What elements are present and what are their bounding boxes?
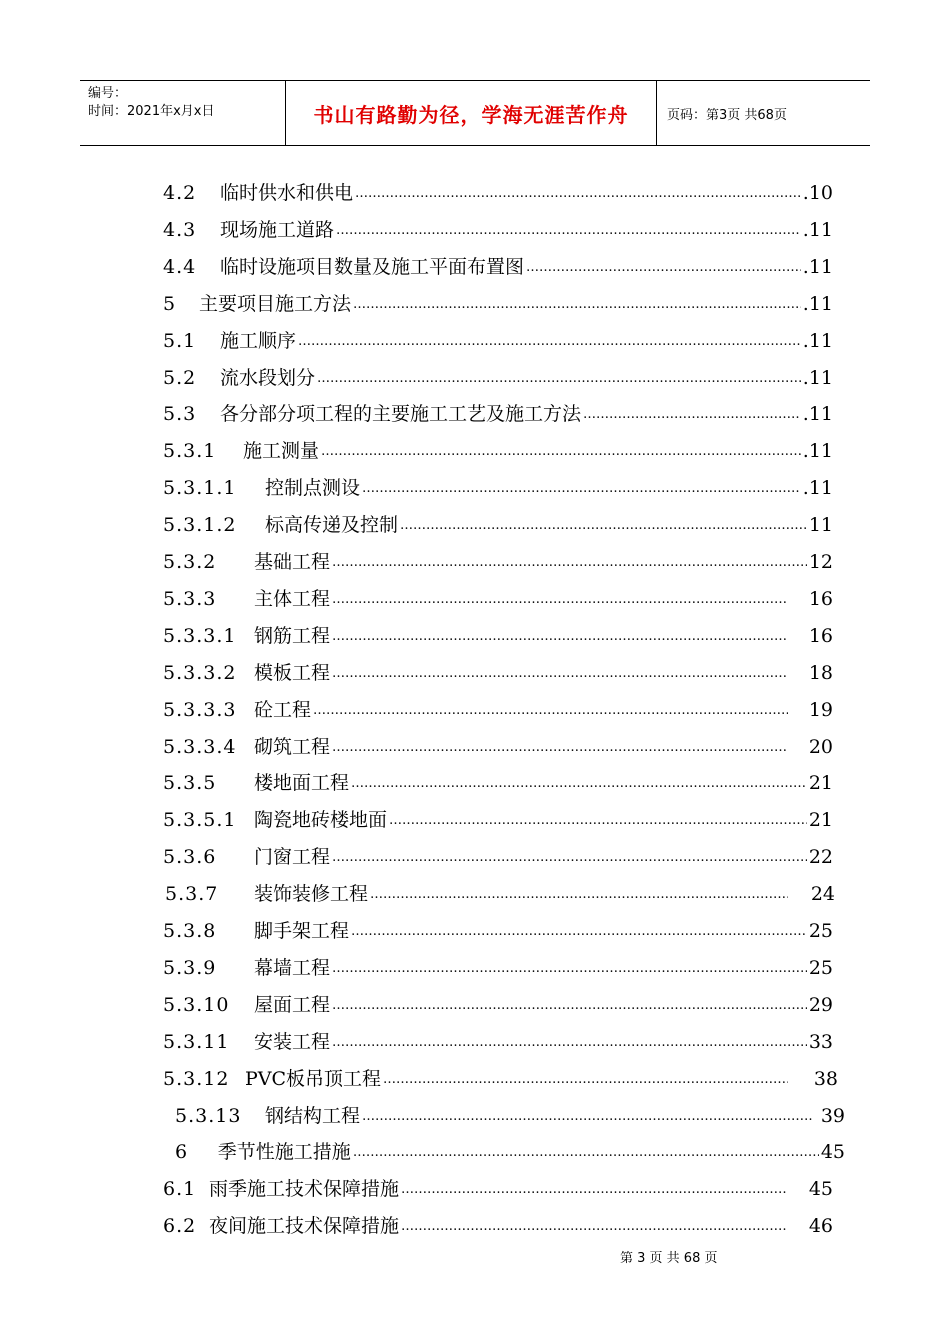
toc-entry-number: 5.3.11: [163, 1030, 230, 1053]
toc-entry-title: 施工顺序: [220, 329, 297, 352]
toc-entry-number: 5.3.9: [163, 956, 217, 979]
toc-entry-title: 主体工程: [254, 587, 331, 610]
header-page-info: 页码：第3页 共68页: [667, 107, 787, 123]
toc-entry-title: 临时设施项目数量及施工平面布置图: [220, 255, 525, 278]
toc-entry[interactable]: [163, 584, 833, 614]
toc-entry[interactable]: [175, 1101, 845, 1131]
toc-entry-number: 5.3.6: [163, 846, 217, 869]
toc-entry-page: 25: [808, 920, 833, 942]
toc-entry-title: 主要项目施工方法: [199, 292, 352, 315]
toc-entry-title: 陶瓷地砖楼地面: [254, 809, 388, 832]
toc-leader-dots: [401, 1212, 788, 1242]
toc-leader-dots: [336, 216, 801, 246]
toc-leader-dots: [332, 1028, 807, 1058]
toc-entry[interactable]: [163, 326, 833, 356]
toc-entry-page: 20: [808, 735, 833, 758]
toc-leader-dots: [526, 253, 801, 283]
toc-entry[interactable]: [163, 1064, 838, 1094]
toc-entry-number: 5.3.8: [163, 920, 217, 942]
toc-entry[interactable]: [163, 473, 833, 503]
toc-entry-number: 5: [163, 292, 177, 315]
toc-leader-dots: [313, 696, 788, 726]
toc-leader-dots: [332, 843, 807, 873]
toc-leader-dots: [400, 511, 807, 541]
toc-entry-page: 39: [820, 1104, 845, 1127]
document-date-label: 时间：2021年x月x日: [88, 104, 215, 119]
toc-entry[interactable]: [163, 289, 833, 319]
toc-entry[interactable]: [163, 732, 833, 762]
toc-entry[interactable]: [163, 1174, 833, 1204]
toc-entry-page: .11: [802, 366, 833, 389]
toc-leader-dots: [321, 437, 801, 467]
toc-entry-number: 5.3.3.4: [163, 735, 237, 758]
toc-entry-number: 5.3.1: [163, 440, 217, 463]
toc-entry-number: 5.3.1.1: [163, 477, 237, 500]
page-footer: 第 3 页 共 68 页: [620, 1251, 718, 1266]
toc-entry-title: 基础工程: [254, 551, 331, 573]
toc-entry-title: 现场施工道路: [220, 218, 335, 241]
toc-leader-dots: [355, 179, 801, 209]
toc-entry[interactable]: [165, 879, 835, 909]
toc-entry[interactable]: [163, 547, 833, 577]
toc-entry-title: PVC板吊顶工程: [245, 1067, 382, 1090]
toc-entry-title: 钢筋工程: [254, 624, 331, 647]
toc-entry[interactable]: [163, 436, 833, 466]
toc-entry-number: 6.2: [163, 1215, 197, 1238]
toc-leader-dots: [370, 880, 788, 910]
toc-entry[interactable]: [163, 399, 833, 429]
toc-leader-dots: [332, 548, 807, 578]
toc-entry-number: 5.1: [163, 329, 197, 352]
toc-leader-dots: [389, 806, 807, 836]
header-meta: [80, 81, 285, 145]
toc-entry[interactable]: [163, 363, 833, 393]
toc-entry[interactable]: [163, 252, 833, 282]
toc-entry-title: 装饰装修工程: [254, 883, 369, 906]
toc-entry-page: 21: [808, 772, 833, 795]
toc-entry-number: 5.3.5.1: [163, 809, 237, 832]
toc-entry-page: .11: [802, 255, 833, 278]
toc-entry-number: 5.3.5: [163, 772, 217, 795]
toc-entry-page: .10: [802, 182, 833, 204]
toc-leader-dots: [351, 917, 807, 947]
toc-entry-number: 4.2: [163, 182, 197, 204]
toc-entry-page: .11: [802, 403, 833, 426]
toc-entry-title: 脚手架工程: [254, 920, 350, 942]
toc-leader-dots: [362, 1102, 813, 1132]
toc-entry-title: 安装工程: [254, 1030, 331, 1053]
toc-entry[interactable]: [175, 1137, 845, 1167]
toc-entry-number: 5.3.3: [163, 587, 217, 610]
toc-leader-dots: [362, 474, 801, 504]
toc-entry-title: 砌筑工程: [254, 735, 331, 758]
toc-entry-page: 16: [808, 587, 833, 610]
toc-leader-dots: [353, 1138, 819, 1168]
toc-entry-page: 11: [808, 514, 833, 537]
toc-leader-dots: [332, 585, 788, 615]
toc-entry-title: 临时供水和供电: [220, 182, 354, 204]
toc-entry-title: 流水段划分: [220, 366, 316, 389]
toc-entry[interactable]: [163, 805, 833, 835]
toc-entry-number: 4.3: [163, 218, 197, 241]
toc-entry-page: 45: [820, 1141, 845, 1164]
toc-entry-page: .11: [802, 218, 833, 241]
toc-entry-number: 5.3.1.2: [163, 514, 237, 537]
toc-entry-page: .11: [802, 477, 833, 500]
toc-entry[interactable]: [163, 695, 833, 725]
toc-leader-dots: [332, 659, 788, 689]
toc-entry-title: 门窗工程: [254, 846, 331, 869]
toc-entry-page: 38: [813, 1067, 838, 1090]
toc-entry-number: 5.3.12: [163, 1067, 230, 1090]
toc-entry-number: 5.3.7: [165, 883, 219, 906]
toc-entry-page: 12: [808, 551, 833, 573]
toc-entry[interactable]: [163, 658, 833, 688]
toc-entry-number: 5.3.3.3: [163, 698, 237, 721]
toc-entry-title: 季节性施工措施: [217, 1141, 351, 1164]
toc-entry-page: 45: [808, 1178, 833, 1201]
toc-entry-title: 控制点测设: [265, 477, 361, 500]
toc-entry-number: 6: [175, 1141, 189, 1164]
toc-entry-page: 21: [808, 809, 833, 832]
toc-entry-number: 6.1: [163, 1178, 197, 1201]
toc-entry[interactable]: [163, 916, 833, 946]
toc-leader-dots: [353, 290, 801, 320]
toc-entry-title: 模板工程: [254, 661, 331, 684]
page-header: [80, 80, 870, 146]
toc-entry-number: 5.3: [163, 403, 197, 426]
toc-entry-title: 夜间施工技术保障措施: [209, 1215, 400, 1238]
toc-leader-dots: [401, 1175, 788, 1205]
toc-entry[interactable]: [163, 842, 833, 872]
toc-entry-page: 16: [808, 624, 833, 647]
toc-entry-page: .11: [802, 440, 833, 463]
toc-entry-title: 钢结构工程: [265, 1104, 361, 1127]
toc-entry[interactable]: [163, 1027, 833, 1057]
header-motto: 书山有路勤为径，学海无涯苦作舟: [285, 81, 657, 145]
toc-leader-dots: [383, 1065, 788, 1095]
toc-entry-title: 各分部分项工程的主要施工工艺及施工方法: [220, 403, 582, 426]
toc-entry[interactable]: [163, 215, 833, 245]
toc-entry-number: 5.3.2: [163, 551, 217, 573]
toc-entry-title: 施工测量: [243, 440, 320, 463]
toc-entry-page: 22: [808, 846, 833, 869]
toc-leader-dots: [351, 769, 807, 799]
toc-entry-number: 4.4: [163, 255, 197, 278]
toc-entry-page: 46: [808, 1215, 833, 1238]
toc-entry-page: 25: [808, 956, 833, 979]
toc-leader-dots: [332, 733, 788, 763]
toc-entry-page: 18: [808, 661, 833, 684]
toc-entry-number: 5.2: [163, 366, 197, 389]
toc-entry-page: 19: [808, 698, 833, 721]
toc-entry-page: .11: [802, 329, 833, 352]
toc-entry[interactable]: [163, 768, 833, 798]
toc-leader-dots: [332, 954, 807, 984]
toc-entry-number: 5.3.10: [163, 993, 230, 1016]
toc-entry-page: 24: [810, 883, 835, 906]
toc-entry[interactable]: [163, 1211, 833, 1241]
toc-leader-dots: [298, 327, 801, 357]
toc-entry-title: 幕墙工程: [254, 956, 331, 979]
toc-entry-page: 29: [808, 993, 833, 1016]
toc-entry-number: 5.3.3.2: [163, 661, 237, 684]
toc-entry-title: 标高传递及控制: [265, 514, 399, 537]
toc-entry-page: .11: [802, 292, 833, 315]
toc-entry-number: 5.3.3.1: [163, 624, 237, 647]
toc-entry[interactable]: [163, 990, 833, 1020]
document-number-label: 编号：: [88, 86, 128, 101]
toc-entry-title: 楼地面工程: [254, 772, 350, 795]
toc-entry[interactable]: [163, 510, 833, 540]
toc-entry-title: 砼工程: [254, 698, 312, 721]
toc-entry-title: 雨季施工技术保障措施: [209, 1178, 400, 1201]
toc-entry-title: 屋面工程: [254, 993, 331, 1016]
toc-entry[interactable]: [163, 953, 833, 983]
toc-entry[interactable]: [163, 621, 833, 651]
toc-leader-dots: [332, 991, 807, 1021]
toc-entry[interactable]: [163, 178, 833, 208]
toc-leader-dots: [317, 364, 801, 394]
toc-entry-page: 33: [808, 1030, 833, 1053]
toc-leader-dots: [583, 400, 801, 430]
toc-leader-dots: [332, 622, 788, 652]
toc-entry-number: 5.3.13: [175, 1104, 242, 1127]
